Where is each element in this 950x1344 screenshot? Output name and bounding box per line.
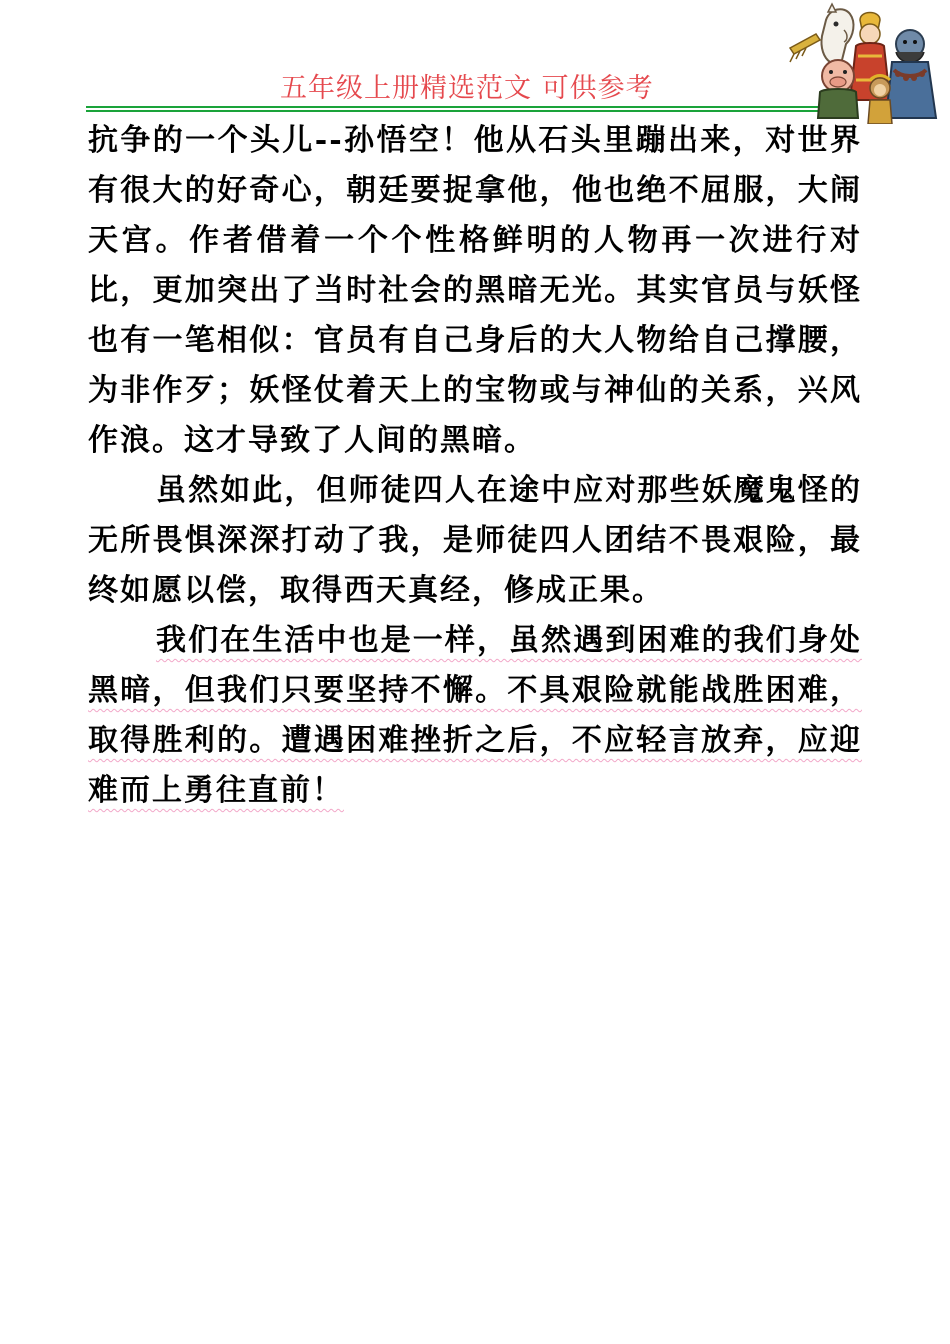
essay-paragraph-2: 虽然如此，但师徒四人在途中应对那些妖魔鬼怪的无所畏惧深深打动了我，是师徒四人团结不畏艰险，最终如愿以偿，取得西天真经，修成正果。 — [88, 473, 862, 608]
essay-paragraph-3: 我们在生活中也是一样，虽然遇到困难的我们身处黑暗，但我们只要坚持不懈。不具艰险就能战胜困难，取得胜利的。遭遇困难挫折之后，不应轻言放弃，应迎难而上勇往直前！ — [88, 623, 862, 808]
sun-wukong-icon — [868, 76, 892, 125]
header-title: 五年级上册精选范文 可供参考 — [280, 73, 654, 104]
sha-wujing-icon — [886, 30, 936, 118]
essay-paragraph-1: 抗争的一个头儿--孙悟空！他从石头里蹦出来，对世界有很大的好奇心，朝廷要捉拿他，他也绝不屈服，大闹天宫。作者借着一个个性格鲜明的人物再一次进行对比，更加突出了当时社会的黑暗无光。其实官员与妖怪也有一笔相似：官员有自己身后的大人物给自己撑腰，为非作歹；妖怪仗着天上的宝物或与神仙的关系，兴风作浪。这才导致了人间的黑暗。 — [88, 123, 862, 458]
header-rule-bottom — [86, 110, 831, 112]
journey-to-the-west-mascots-icon — [786, 0, 950, 124]
header-rule-top — [86, 106, 831, 108]
essay-body — [88, 116, 862, 816]
